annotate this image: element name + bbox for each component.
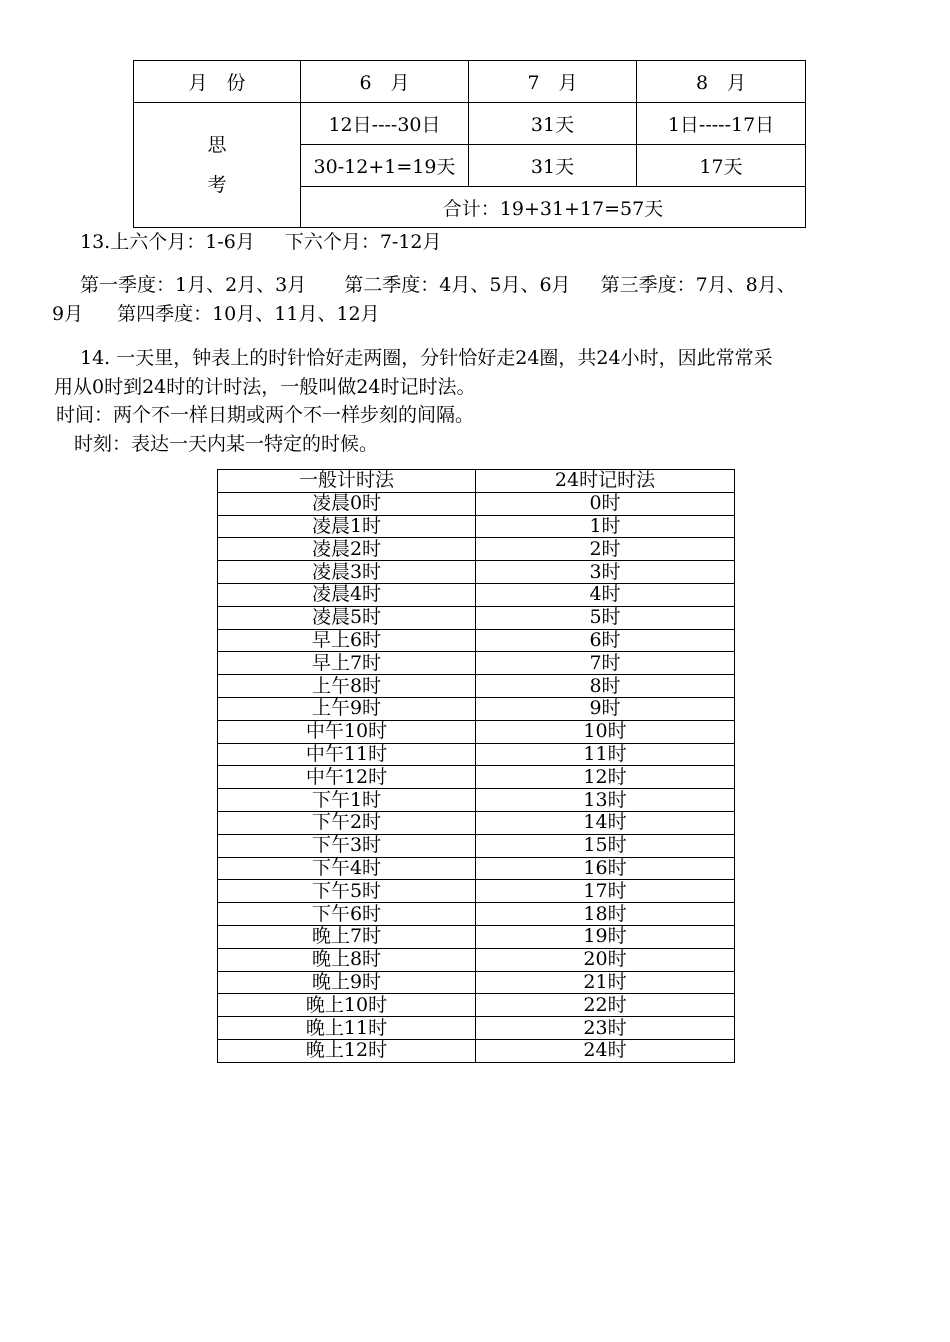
general-time-cell: 晚上8时: [218, 948, 476, 971]
month-range-row: [134, 103, 806, 145]
general-time-cell: 中午12时: [218, 766, 476, 789]
general-time-cell: 下午4时: [218, 857, 476, 880]
second-half-text: 下六个月：7-12月: [284, 231, 442, 253]
table-row: [218, 652, 735, 675]
time-table-header: 一般计时法: [218, 470, 476, 493]
table-row: [218, 948, 735, 971]
quarter-1-text: 第一季度：1月、2月、3月: [80, 274, 307, 296]
table-row: [218, 629, 735, 652]
quarters-line: [80, 273, 796, 297]
table-row: [218, 971, 735, 994]
general-time-cell: 晚上7时: [218, 925, 476, 948]
twentyfour-hour-cell: 22时: [476, 994, 735, 1017]
table-row: [218, 880, 735, 903]
month-days-cell: 17天: [637, 145, 806, 187]
twentyfour-hour-cell: 12时: [476, 766, 735, 789]
twentyfour-hour-cell: 19时: [476, 925, 735, 948]
month-range-cell: 31天: [469, 103, 637, 145]
table-row: [218, 492, 735, 515]
month-table-header-row: [134, 61, 806, 103]
twentyfour-hour-cell: 21时: [476, 971, 735, 994]
general-time-cell: 凌晨3时: [218, 561, 476, 584]
think-label-cell: [134, 103, 301, 228]
quarters-line-cont: [52, 302, 380, 326]
table-row: [218, 766, 735, 789]
table-row: [218, 515, 735, 538]
twentyfour-hour-cell: 24时: [476, 1039, 735, 1062]
general-time-cell: 凌晨2时: [218, 538, 476, 561]
table-row: [218, 925, 735, 948]
half-year-line: [80, 230, 442, 254]
general-time-cell: 晚上10时: [218, 994, 476, 1017]
twentyfour-hour-cell: 20时: [476, 948, 735, 971]
general-time-cell: 晚上9时: [218, 971, 476, 994]
quarter-3-cont-text: 9月: [52, 303, 84, 325]
month-days-table: [133, 60, 806, 228]
month-days-cell: 31天: [469, 145, 637, 187]
general-time-cell: 下午1时: [218, 789, 476, 812]
general-time-cell: 上午9时: [218, 697, 476, 720]
month-total-cell: 合计：19+31+17=57天: [301, 187, 806, 228]
month-header-cell: 7 月: [469, 61, 637, 103]
table-row: [218, 811, 735, 834]
twentyfour-hour-cell: 18时: [476, 903, 735, 926]
think-label-char: 考: [207, 174, 227, 196]
general-time-cell: 凌晨1时: [218, 515, 476, 538]
table-row: [218, 675, 735, 698]
month-range-cell: 12日----30日: [301, 103, 469, 145]
twentyfour-hour-cell: 8时: [476, 675, 735, 698]
table-row: [218, 720, 735, 743]
twentyfour-hour-cell: 11时: [476, 743, 735, 766]
item14-line2: 用从0时到24时的计时法，一般叫做24时记时法。: [54, 376, 476, 398]
table-row: [218, 561, 735, 584]
twentyfour-hour-cell: 3时: [476, 561, 735, 584]
general-time-cell: 中午11时: [218, 743, 476, 766]
month-days-cell: 30-12+1=19天: [301, 145, 469, 187]
general-time-cell: 上午8时: [218, 675, 476, 698]
table-row: [218, 1039, 735, 1062]
twentyfour-hour-cell: 14时: [476, 811, 735, 834]
time-systems-table: [217, 469, 735, 1063]
table-row: [218, 743, 735, 766]
table-row: [218, 994, 735, 1017]
twentyfour-hour-cell: 7时: [476, 652, 735, 675]
month-header-cell: 8 月: [637, 61, 806, 103]
general-time-cell: 早上6时: [218, 629, 476, 652]
general-time-cell: 下午5时: [218, 880, 476, 903]
twentyfour-hour-cell: 4时: [476, 583, 735, 606]
month-header-cell: 月 份: [134, 61, 301, 103]
time-table-header: 24时记时法: [476, 470, 735, 493]
table-row: [218, 697, 735, 720]
month-range-cell: 1日-----17日: [637, 103, 806, 145]
twentyfour-hour-cell: 1时: [476, 515, 735, 538]
general-time-cell: 早上7时: [218, 652, 476, 675]
table-row: [218, 606, 735, 629]
twentyfour-hour-cell: 2时: [476, 538, 735, 561]
quarter-4-text: 第四季度：10月、11月、12月: [117, 303, 380, 325]
general-time-cell: 下午2时: [218, 811, 476, 834]
table-row: [218, 1017, 735, 1040]
twentyfour-hour-cell: 13时: [476, 789, 735, 812]
quarter-2-text: 第二季度：4月、5月、6月: [344, 274, 571, 296]
table-row: [218, 583, 735, 606]
general-time-cell: 下午6时: [218, 903, 476, 926]
twentyfour-hour-cell: 16时: [476, 857, 735, 880]
month-header-cell: 6 月: [301, 61, 469, 103]
general-time-cell: 凌晨4时: [218, 583, 476, 606]
twentyfour-hour-cell: 6时: [476, 629, 735, 652]
time-definition: 时间：两个不一样日期或两个不一样步刻的间隔。: [56, 404, 475, 426]
general-time-cell: 下午3时: [218, 834, 476, 857]
general-time-cell: 中午10时: [218, 720, 476, 743]
general-time-cell: 凌晨0时: [218, 492, 476, 515]
time-table-body: [218, 492, 735, 1062]
twentyfour-hour-cell: 5时: [476, 606, 735, 629]
general-time-cell: 晚上11时: [218, 1017, 476, 1040]
table-row: [218, 903, 735, 926]
moment-definition: 时刻：表达一天内某一特定的时候。: [74, 433, 379, 455]
time-table-header-row: [218, 470, 735, 493]
twentyfour-hour-cell: 17时: [476, 880, 735, 903]
table-row: [218, 857, 735, 880]
table-row: [218, 834, 735, 857]
item14-line1: 14. 一天里，钟表上的时针恰好走两圈，分针恰好走24圈，共24小时，因此常常采: [80, 347, 773, 369]
twentyfour-hour-cell: 0时: [476, 492, 735, 515]
general-time-cell: 晚上12时: [218, 1039, 476, 1062]
twentyfour-hour-cell: 15时: [476, 834, 735, 857]
table-row: [218, 789, 735, 812]
first-half-text: 13.上六个月：1-6月: [80, 231, 255, 253]
twentyfour-hour-cell: 9时: [476, 697, 735, 720]
twentyfour-hour-cell: 23时: [476, 1017, 735, 1040]
general-time-cell: 凌晨5时: [218, 606, 476, 629]
table-row: [218, 538, 735, 561]
think-label-char: 思: [207, 134, 227, 156]
quarter-3-text: 第三季度：7月、8月、: [600, 274, 796, 296]
twentyfour-hour-cell: 10时: [476, 720, 735, 743]
